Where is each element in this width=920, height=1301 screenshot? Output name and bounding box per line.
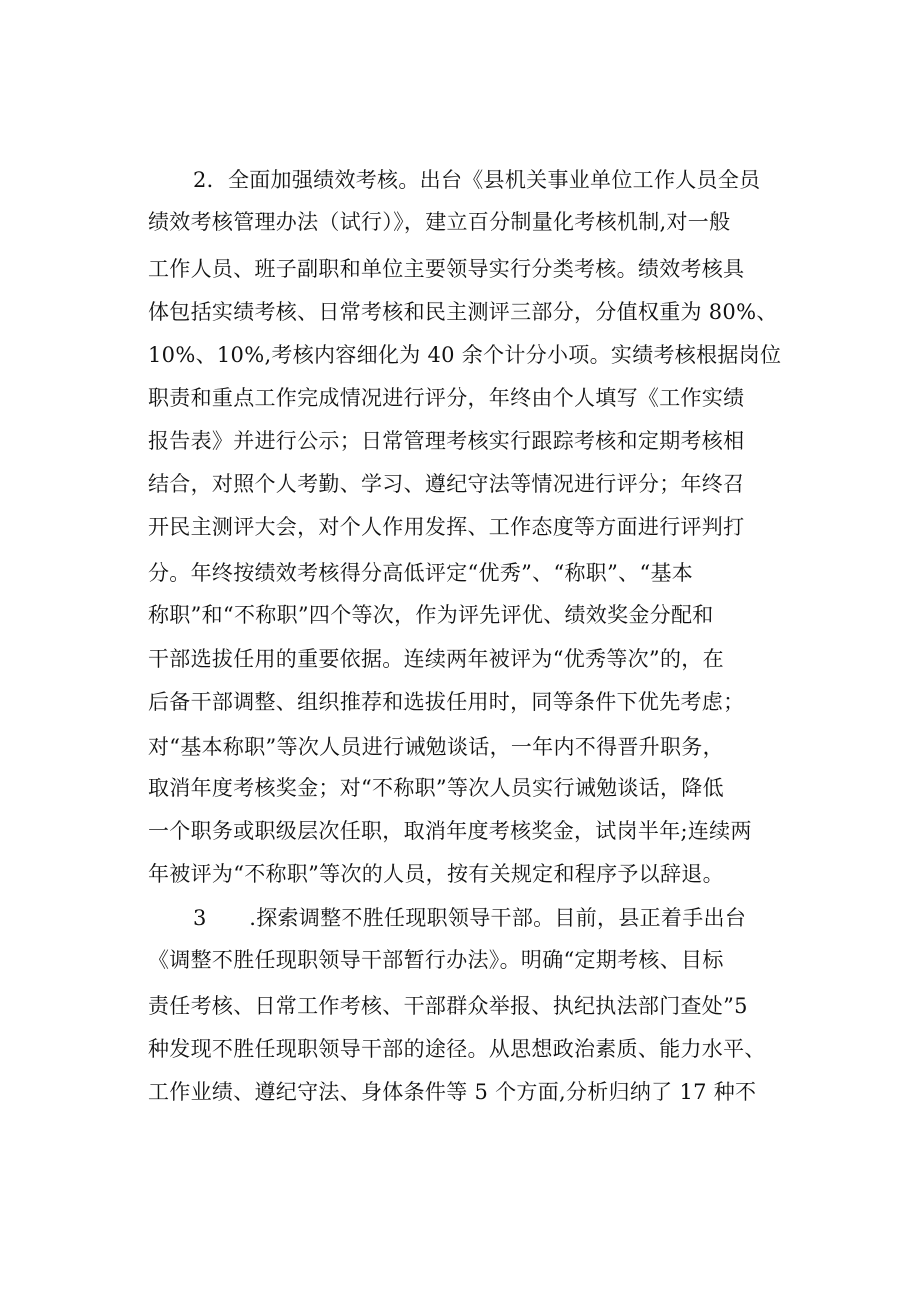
text-line: 责任考核、日常工作考核、干部群众举报、执纪执法部门查处”5 <box>148 994 748 1018</box>
text-line: 后备干部调整、组织推荐和选拔任用时，同等条件下优先考虑； <box>148 690 745 714</box>
text-line: 绩效考核管理办法（试行）》，建立百分制量化考核机制,对一般 <box>148 210 731 234</box>
text-line: 体包括实绩考核、日常考核和民主测评三部分，分值权重为 80%、 <box>148 300 778 324</box>
text-line: 结合，对照个人考勤、学习、遵纪守法等情况进行评分；年终召 <box>148 472 745 496</box>
text-line: 开民主测评大会，对个人作用发挥、工作态度等方面进行评判打 <box>148 515 745 539</box>
text-line: 种发现不胜任现职领导干部的途径。从思想政治素质、能力水平、 <box>148 1037 766 1061</box>
text-line: 工作人员、班子副职和单位主要领导实行分类考核。绩效考核具 <box>148 257 745 281</box>
text-line: 工作业绩、遵纪守法、身体条件等 5 个方面,分析归纳了 17 种不 <box>148 1080 757 1104</box>
text-line: 取消年度考核奖金；对“不称职”等次人员实行诫勉谈话，降低 <box>148 776 724 800</box>
text-line: 3 .探索调整不胜任现职领导干部。目前，县正着手出台 <box>193 906 747 930</box>
text-line: 对“基本称职”等次人员进行诫勉谈话，一年内不得晋升职务， <box>148 735 724 759</box>
text-line: 10%、10%,考核内容细化为 40 余个计分小项。实绩考核根据岗位 <box>148 343 782 367</box>
text-line: 报告表》并进行公示；日常管理考核实行跟踪考核和定期考核相 <box>148 429 745 453</box>
text-line: 年被评为“不称职”等次的人员，按有关规定和程序予以辞退。 <box>148 862 724 886</box>
text-line: 《调整不胜任现职领导干部暂行办法》。明确“定期考核、目标 <box>148 948 724 972</box>
text-line: 分。年终按绩效考核得分高低评定“优秀”、“称职”、“基本 <box>148 561 694 585</box>
text-line: 称职”和“不称职”四个等次，作为评先评优、绩效奖金分配和 <box>148 603 714 627</box>
text-line: 职责和重点工作完成情况进行评分，年终由个人填写《工作实绩 <box>148 386 745 410</box>
text-line: 干部选拔任用的重要依据。连续两年被评为“优秀等次”的，在 <box>148 647 724 671</box>
text-line: 一个职务或职级层次任职，取消年度考核奖金，试岗半年;连续两 <box>148 819 752 843</box>
text-line: 2．全面加强绩效考核。出台《县机关事业单位工作人员全员 <box>193 168 761 192</box>
